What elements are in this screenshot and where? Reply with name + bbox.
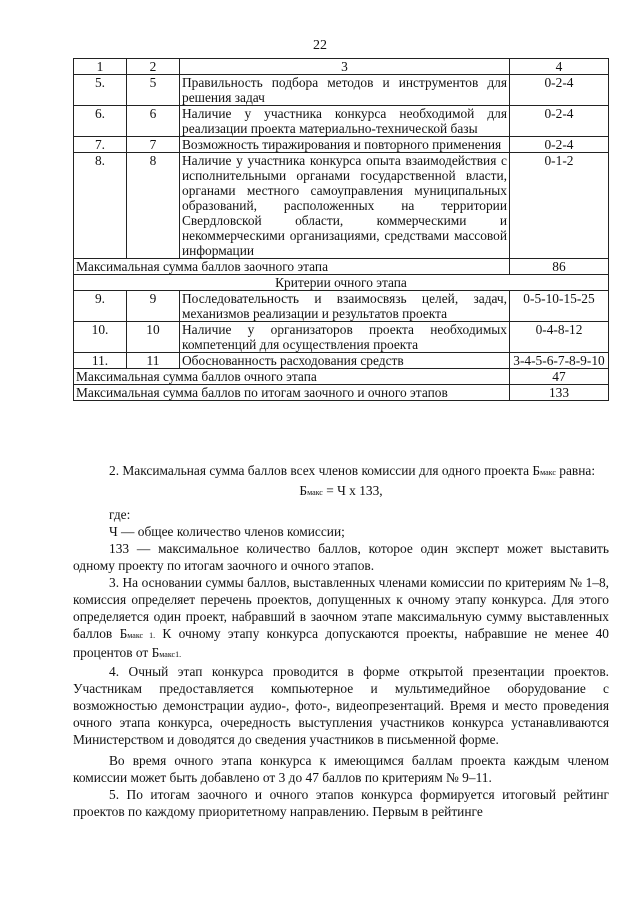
criterion-points: 0-1-2	[510, 153, 609, 259]
formula-subscript: макс	[307, 488, 323, 497]
paragraph-4: 4. Очный этап конкурса проводится в форме открытой презентации проектов. Участникам предоставляется компьютерное и мультимедийное оборудование с возможностью демонстрации аудио-, фото-, видеопрезентаций. Время и место проведения очного этапа конкурса, очередность выступления участников конкурса устанавливаются Министерством и доводятся до сведения участников в письменной форме.	[73, 664, 609, 747]
paragraph-4b: Во время очного этапа конкурса к имеющимся баллам проекта каждым членом комиссии может быть добавлено от 3 до 47 баллов по критериям № 9–11.	[73, 753, 609, 785]
header-col-4: 4	[510, 59, 609, 75]
max-ochny-label: Максимальная сумма баллов очного этапа	[74, 369, 510, 385]
max-total-row	[74, 385, 609, 401]
p3-text-b: К очному этапу конкурса допускаются проекты, набравшие не менее 40 процентов от Б	[73, 626, 610, 660]
paragraph-2	[73, 462, 609, 481]
criterion-points: 0-5-10-15-25	[510, 291, 609, 322]
row-subnumber: 8	[127, 153, 180, 259]
row-number: 8.	[74, 153, 127, 259]
formula-a: Б	[299, 483, 308, 498]
table-row	[74, 322, 609, 353]
criterion-text: Наличие у участника конкурса опыта взаимодействия с исполнительными органами государственной власти, органами местного самоуправления муниципальных образований, расположенных на территории Свердловской области, коммерческими и некоммерческими организациями, средствами массовой информации	[180, 153, 510, 259]
criterion-text: Последовательность и взаимосвязь целей, задач, механизмов реализации и результатов проекта	[180, 291, 510, 322]
where-label: где:	[109, 507, 131, 522]
criterion-text: Наличие у организаторов проекта необходимых компетенций для осуществления проекта	[180, 322, 510, 353]
criterion-points: 0-4-8-12	[510, 322, 609, 353]
table-row	[74, 153, 609, 259]
max-ochny-value: 47	[510, 369, 609, 385]
max-total-value: 133	[510, 385, 609, 401]
criterion-text: Правильность подбора методов и инструментов для решения задач	[180, 75, 510, 106]
header-col-2: 2	[127, 59, 180, 75]
row-subnumber: 7	[127, 137, 180, 153]
body-text	[73, 462, 609, 820]
criterion-points: 0-2-4	[510, 75, 609, 106]
row-number: 5.	[74, 75, 127, 106]
criterion-text: Возможность тиражирования и повторного применения	[180, 137, 510, 153]
formula	[73, 482, 609, 501]
max-zaochny-row	[74, 259, 609, 275]
row-subnumber: 5	[127, 75, 180, 106]
table-row	[74, 291, 609, 322]
definition-133: 133 — максимальное количество баллов, которое один эксперт может выставить одному проекту по итогам заочного и очного этапов.	[73, 541, 609, 573]
ochny-section-header: Критерии очного этапа	[74, 275, 609, 291]
p3-text-a: 3. На основании суммы баллов, выставленных членами комиссии по критериям № 1–8, комиссия определяет перечень проектов, допущенных к очному этапу конкурса. Для этого определяется один проект, набравший в заочном этапе максимальную сумму выставленных баллов Б	[73, 575, 609, 641]
p3-subscript-1: макс 1.	[127, 631, 156, 640]
row-subnumber: 11	[127, 353, 180, 369]
p3-subscript-2: макс1.	[159, 650, 182, 659]
row-number: 7.	[74, 137, 127, 153]
row-number: 11.	[74, 353, 127, 369]
max-zaochny-label: Максимальная сумма баллов заочного этапа	[74, 259, 510, 275]
criterion-points: 0-2-4	[510, 106, 609, 137]
page-number: 22	[313, 38, 327, 53]
formula-b: = Ч х 133,	[322, 483, 383, 498]
p2-text-b: равна:	[555, 463, 596, 478]
p2-subscript: макс	[540, 468, 556, 477]
paragraph-3	[73, 574, 609, 663]
table-row	[74, 137, 609, 153]
row-number: 10.	[74, 322, 127, 353]
header-col-3: 3	[180, 59, 510, 75]
paragraph-5: 5. По итогам заочного и очного этапов конкурса формируется итоговый рейтинг проектов по каждому приоритетному направлению. Первым в рейтинге	[73, 787, 609, 819]
ochny-section-row	[74, 275, 609, 291]
row-number: 6.	[74, 106, 127, 137]
row-subnumber: 9	[127, 291, 180, 322]
row-subnumber: 10	[127, 322, 180, 353]
table-header-row	[74, 59, 609, 75]
max-zaochny-value: 86	[510, 259, 609, 275]
table-row	[74, 106, 609, 137]
table-row	[74, 75, 609, 106]
criterion-points: 3-4-5-6-7-8-9-10	[510, 353, 609, 369]
p2-text-a: 2. Максимальная сумма баллов всех членов комиссии для одного проекта Б	[109, 463, 541, 478]
criterion-text: Наличие у участника конкурса необходимой для реализации проекта материально-технической базы	[180, 106, 510, 137]
row-subnumber: 6	[127, 106, 180, 137]
row-number: 9.	[74, 291, 127, 322]
definition-ch: Ч — общее количество членов комиссии;	[109, 524, 345, 539]
criterion-text: Обоснованность расходования средств	[180, 353, 510, 369]
max-ochny-row	[74, 369, 609, 385]
max-total-label: Максимальная сумма баллов по итогам заочного и очного этапов	[74, 385, 510, 401]
criterion-points: 0-2-4	[510, 137, 609, 153]
table-row	[74, 353, 609, 369]
criteria-table	[73, 58, 609, 401]
header-col-1: 1	[74, 59, 127, 75]
